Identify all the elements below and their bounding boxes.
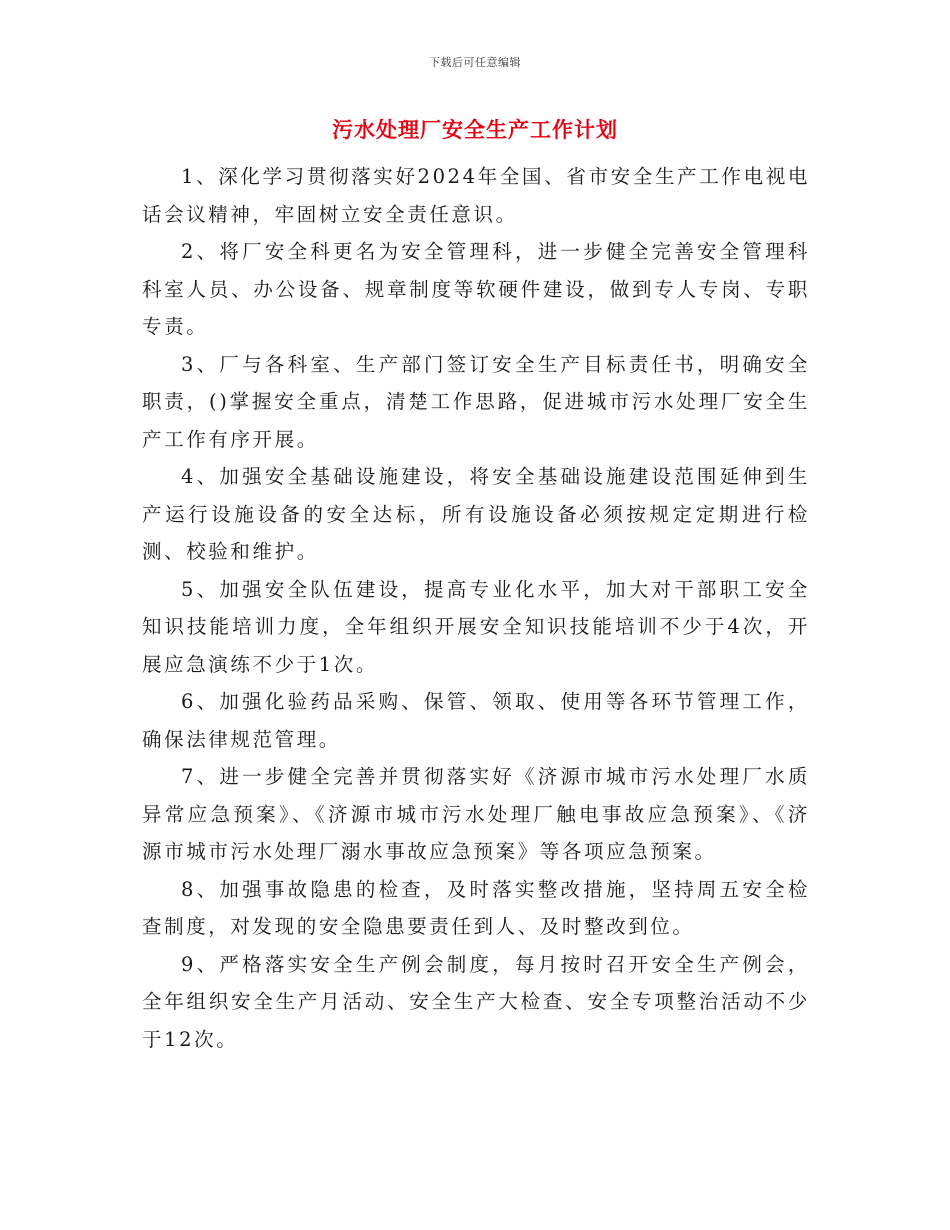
paragraph-6: 6、加强化验药品采购、保管、领取、使用等各环节管理工作，确保法律规范管理。 bbox=[142, 690, 810, 751]
paragraph-8: 8、加强事故隐患的检查，及时落实整改措施，坚持周五安全检查制度，对发现的安全隐患要责任到人、及时整改到位。 bbox=[142, 877, 810, 938]
paragraph-3: 3、厂与各科室、生产部门签订安全生产目标责任书，明确安全职责，()掌握安全重点，清楚工作思路，促进城市污水处理厂安全生产工作有序开展。 bbox=[142, 352, 810, 451]
paragraph-9: 9、严格落实安全生产例会制度，每月按时召开安全生产例会，全年组织安全生产月活动、安全生产大检查、安全专项整治活动不少于12次。 bbox=[142, 952, 810, 1051]
paragraph-4: 4、加强安全基础设施建设，将安全基础设施建设范围延伸到生产运行设施设备的安全达标，所有设施设备必须按规定定期进行检测、校验和维护。 bbox=[142, 465, 810, 563]
paragraph-1: 1、深化学习贯彻落实好2024年全国、省市安全生产工作电视电话会议精神，牢固树立安全责任意识。 bbox=[142, 165, 810, 226]
header-note: 下载后可任意编辑 bbox=[429, 56, 521, 69]
paragraph-2: 2、将厂安全科更名为安全管理科，进一步健全完善安全管理科科室人员、办公设备、规章制度等软硬件建设，做到专人专岗、专职专责。 bbox=[142, 240, 810, 338]
paragraph-7: 7、进一步健全完善并贯彻落实好《济源市城市污水处理厂水质异常应急预案》、《济源市城市污水处理厂触电事故应急预案》、《济源市城市污水处理厂溺水事故应急预案》等各项应急预案。 bbox=[142, 765, 810, 863]
document-title: 污水处理厂安全生产工作计划 bbox=[332, 117, 618, 142]
paragraph-5: 5、加强安全队伍建设，提高专业化水平，加大对干部职工安全知识技能培训力度，全年组织开展安全知识技能培训不少于4次，开展应急演练不少于1次。 bbox=[142, 577, 810, 676]
document-body bbox=[142, 158, 810, 1058]
